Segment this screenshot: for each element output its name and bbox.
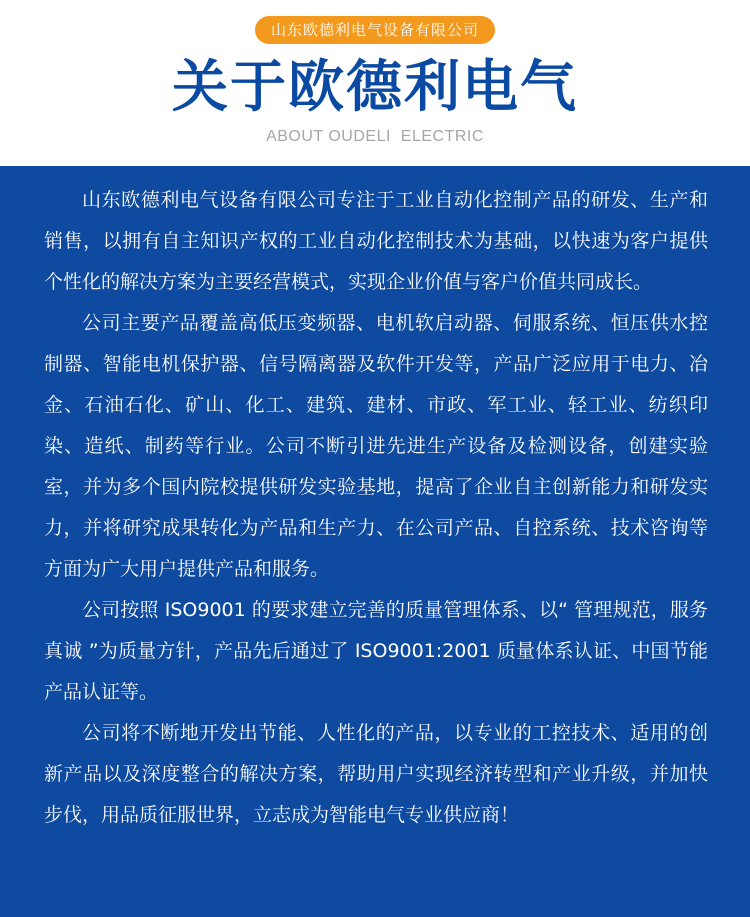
- paragraph-products: 公司主要产品覆盖高低压变频器、电机软启动器、伺服系统、恒压供水控制器、智能电机保护器、信号隔离器及软件开发等，产品广泛应用于电力、冶金、石油石化、矿山、化工、建筑、建材、市政、军工业、轻工业、纺织印染、造纸、制药等行业。公司不断引进先进生产设备及检测设备，创建实验室，并为多个国内院校提供研发实验基地，提高了企业自主创新能力和研发实力，并将研究成果转化为产品和生产力、在公司产品、自控系统、技术咨询等方面为广大用户提供产品和服务。: [44, 312, 708, 580]
- company-name-badge: 山东欧德利电气设备有限公司: [255, 16, 495, 44]
- page-header: [0, 0, 750, 166]
- page-subtitle: ABOUT OUDELI ELECTRIC: [266, 128, 484, 145]
- about-content: [44, 180, 708, 836]
- paragraph-intro: 山东欧德利电气设备有限公司专注于工业自动化控制产品的研发、生产和销售，以拥有自主知识产权的工业自动化控制技术为基础，以快速为客户提供个性化的解决方案为主要经营模式，实现企业价值与客户价值共同成长。: [44, 189, 708, 293]
- paragraph-vision: 公司将不断地开发出节能、人性化的产品，以专业的工控技术、适用的创新产品以及深度整合的解决方案，帮助用户实现经济转型和产业升级，并加快步伐，用品质征服世界，立志成为智能电气专业供应商！: [44, 722, 708, 826]
- page-title: 关于欧德利电气: [172, 55, 578, 120]
- paragraph-quality: 公司按照 ISO9001 的要求建立完善的质量管理体系、以“ 管理规范，服务真诚 ”为质量方针，产品先后通过了 ISO9001:2001 质量体系认证、中国节能产品认证等。: [44, 599, 708, 703]
